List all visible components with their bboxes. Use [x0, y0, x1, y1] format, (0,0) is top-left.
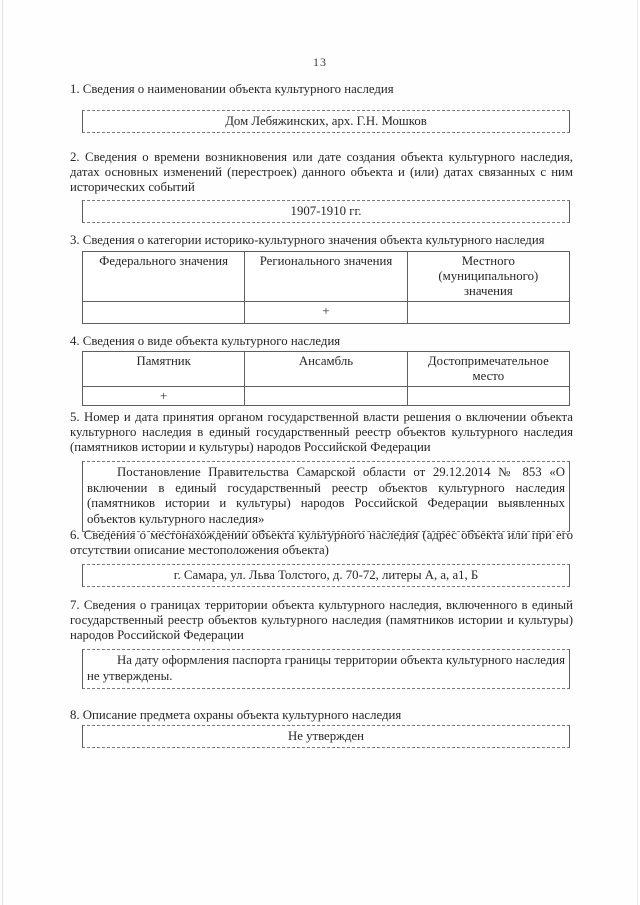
table-data-row [83, 387, 570, 406]
section-1-heading: 1. Сведения о наименовании объекта культурного наследия [70, 82, 394, 96]
header-cell-monument: Памятник [83, 352, 245, 387]
header-cell-federal: Федерального значения [83, 252, 245, 302]
header-cell-ensemble: Ансамбль [245, 352, 407, 387]
value-cell-municipal [407, 302, 569, 324]
value-cell-regional: + [245, 302, 407, 324]
section-7-heading: 7. Сведения о границах территории объекта культурного наследия, включенного в единый государственный реестр объектов культурного наследия (памятников истории и культуры) народов Российской Федерации [70, 598, 573, 642]
object-kind-table [82, 351, 570, 406]
section-3-heading: 3. Сведения о категории историко-культурного значения объекта культурного наследия [70, 233, 545, 247]
section-7-value-box: На дату оформления паспорта границы территории объекта культурного наследия не утверждены. [82, 649, 570, 689]
table-data-row [83, 302, 570, 324]
section-8-heading: 8. Описание предмета охраны объекта культурного наследия [70, 708, 402, 722]
table-header-row [83, 252, 570, 302]
section-5-value-box: Постановление Правительства Самарской области от 29.12.2014 № 853 «О включении в единый государственный реестр объектов культурного наследия (памятников истории и культуры) народов Российской Федерации выявленных объектов культурного наследия» [82, 461, 570, 532]
value-cell-federal [83, 302, 245, 324]
header-cell-regional: Регионального значения [245, 252, 407, 302]
section-6-value-box: г. Самара, ул. Льва Толстого, д. 70-72, литеры А, а, а1, Б [82, 564, 570, 587]
table-header-row [83, 352, 570, 387]
value-cell-ensemble [245, 387, 407, 406]
value-cell-landmark-place [407, 387, 569, 406]
page-number: 13 [313, 55, 327, 69]
header-cell-municipal: Местного (муниципального) значения [407, 252, 569, 302]
section-6-heading: 6. Сведения о местонахождении объекта культурного наследия (адрес объекта или при его отсутствии описание местоположения объекта) [70, 528, 573, 557]
section-5-heading: 5. Номер и дата принятия органом государственной власти решения о включении объекта культурного наследия в единый государственный реестр объектов культурного наследия (памятников истории и культуры) народов Российской Федерации [70, 410, 573, 454]
section-4-heading: 4. Сведения о виде объекта культурного наследия [70, 334, 341, 348]
scan-edge-left [2, 0, 3, 905]
section-8-value-box: Не утвержден [82, 725, 570, 748]
value-cell-monument: + [83, 387, 245, 406]
section-2-value-box: 1907-1910 гг. [82, 200, 570, 223]
header-cell-landmark-place: Достопримечательное место [407, 352, 569, 387]
section-2-heading: 2. Сведения о времени возникновения или дате создания объекта культурного наследия, датах основных изменений (перестроек) данного объекта и (или) датах связанных с ним исторических событий [70, 150, 573, 194]
category-significance-table [82, 251, 570, 324]
section-1-value-box: Дом Лебяжинских, арх. Г.Н. Мошков [82, 110, 570, 133]
scan-edge-right [637, 0, 638, 905]
